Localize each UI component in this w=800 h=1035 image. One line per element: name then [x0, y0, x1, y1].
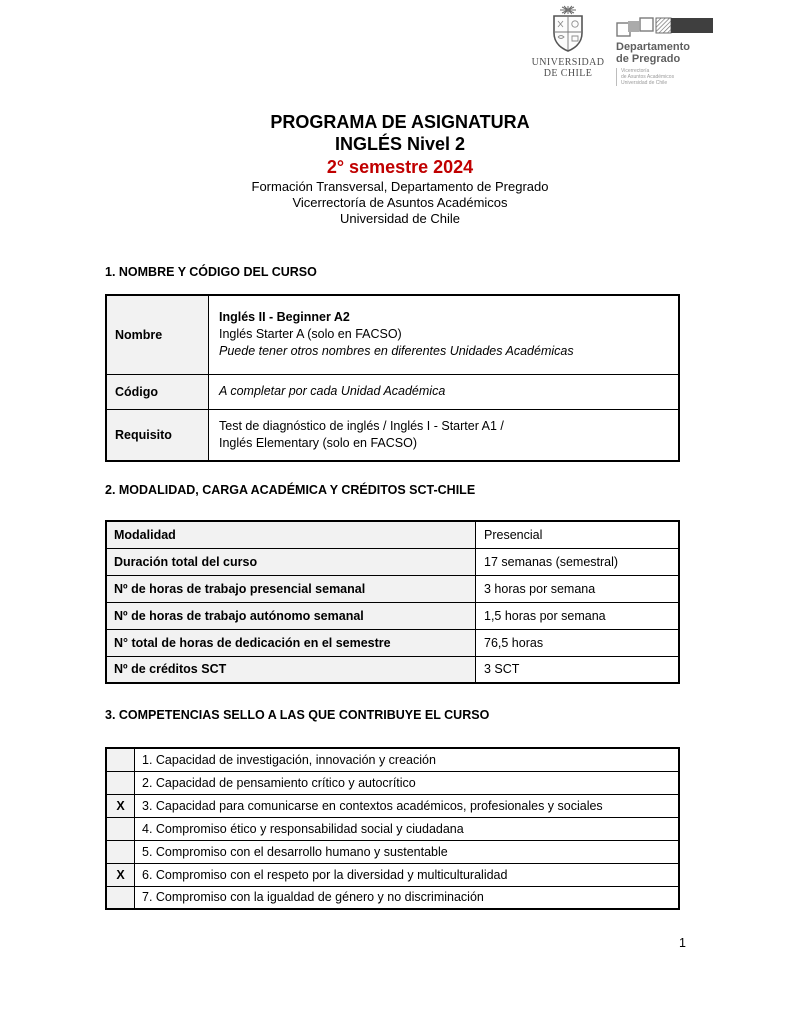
row-value: 1,5 horas por semana — [476, 602, 680, 629]
competencia-text: 4. Compromiso ético y responsabilidad social y ciudadana — [135, 817, 680, 840]
section-2-heading: 2. MODALIDAD, CARGA ACADÉMICA Y CRÉDITOS SCT-CHILE — [105, 483, 476, 497]
row-value: 3 horas por semana — [476, 575, 680, 602]
row-value: 3 SCT — [476, 656, 680, 683]
modalidad-table — [105, 520, 680, 684]
row-label: Modalidad — [106, 521, 476, 548]
competencia-checkmark — [106, 771, 135, 794]
departamento-pregrado-logo — [616, 16, 720, 86]
row-label: Nº de horas de trabajo autónomo semanal — [106, 602, 476, 629]
dp-logo-title-line2: de Pregrado — [616, 53, 681, 65]
dp-squares-icon — [616, 16, 716, 38]
row-label: N° total de horas de dedicación en el semestre — [106, 629, 476, 656]
competencia-checkmark — [106, 817, 135, 840]
document-title-block — [0, 111, 800, 227]
section-3-heading: 3. COMPETENCIAS SELLO A LAS QUE CONTRIBUYE EL CURSO — [105, 708, 490, 722]
section-1-heading: 1. NOMBRE Y CÓDIGO DEL CURSO — [105, 265, 317, 279]
document-title-line1: PROGRAMA DE ASIGNATURA — [270, 112, 530, 132]
table-row — [106, 863, 679, 886]
row-label-codigo: Código — [106, 374, 209, 409]
table-row — [106, 602, 679, 629]
table-row — [106, 629, 679, 656]
course-name-note: Puede tener otros nombres en diferentes Unidades Académicas — [219, 344, 574, 359]
dp-logo-title — [616, 41, 720, 65]
title-semester: 2° semestre 2024 — [326, 157, 474, 177]
competencia-checkmark: X — [106, 794, 135, 817]
table-row — [106, 886, 679, 909]
page-number: 1 — [679, 936, 686, 950]
table-row — [106, 521, 679, 548]
row-label: Nº de créditos SCT — [106, 656, 476, 683]
dp-logo-sub-line1: Vicerrectoría — [621, 68, 650, 74]
table-row-requisito — [106, 409, 679, 461]
table-row — [106, 575, 679, 602]
title-subtitle-2: Vicerrectoría de Asuntos Académicos — [292, 195, 508, 210]
row-value-requisito — [209, 409, 680, 461]
table-row-codigo — [106, 374, 679, 409]
requisito-line1: Test de diagnóstico de inglés / Inglés I - Starter A1 / — [219, 418, 504, 433]
table-row — [106, 771, 679, 794]
competencia-text: 7. Compromiso con la igualdad de género y no discriminación — [135, 886, 680, 909]
row-value: 17 semanas (semestral) — [476, 548, 680, 575]
competencia-text: 6. Compromiso con el respeto por la diversidad y multiculturalidad — [135, 863, 680, 886]
competencia-text: 3. Capacidad para comunicarse en contextos académicos, profesionales y sociales — [135, 794, 680, 817]
uch-logo-text — [526, 57, 610, 79]
course-name-primary: Inglés II - Beginner A2 — [219, 310, 350, 325]
dp-logo-sub-line2: de Asuntos Académicos — [621, 74, 675, 80]
universidad-de-chile-logo — [526, 5, 610, 79]
title-subtitle-1: Formación Transversal, Departamento de Pregrado — [251, 179, 549, 194]
table-row — [106, 840, 679, 863]
dp-logo-title-line1: Departamento — [616, 41, 690, 53]
row-value-nombre — [209, 295, 680, 374]
table-row — [106, 817, 679, 840]
row-label-requisito: Requisito — [106, 409, 209, 461]
title-subtitle-3: Universidad de Chile — [340, 211, 460, 226]
uch-logo-line1: UNIVERSIDAD — [531, 57, 605, 68]
competencia-text: 1. Capacidad de investigación, innovación y creación — [135, 748, 680, 771]
uch-crest-icon — [547, 5, 589, 57]
row-label: Nº de horas de trabajo presencial semanal — [106, 575, 476, 602]
competencia-checkmark — [106, 840, 135, 863]
row-label: Duración total del curso — [106, 548, 476, 575]
table-row — [106, 748, 679, 771]
table-row-nombre — [106, 295, 679, 374]
table-row — [106, 548, 679, 575]
row-label-nombre: Nombre — [106, 295, 209, 374]
course-name-secondary: Inglés Starter A (solo en FACSO) — [219, 327, 402, 342]
dp-logo-subtext — [616, 68, 720, 86]
row-value: Presencial — [476, 521, 680, 548]
table-row — [106, 656, 679, 683]
document-title-line2: INGLÉS Nivel 2 — [334, 134, 466, 154]
row-value: 76,5 horas — [476, 629, 680, 656]
row-value-codigo: A completar por cada Unidad Académica — [209, 374, 680, 409]
competencias-table — [105, 747, 680, 910]
competencia-checkmark — [106, 886, 135, 909]
competencia-checkmark — [106, 748, 135, 771]
competencia-text: 5. Compromiso con el desarrollo humano y sustentable — [135, 840, 680, 863]
dp-logo-sub-line3: Universidad de Chile — [621, 80, 668, 86]
uch-logo-line2: DE CHILE — [543, 68, 593, 79]
requisito-line2: Inglés Elementary (solo en FACSO) — [219, 435, 417, 450]
competencia-checkmark: X — [106, 863, 135, 886]
course-name-table — [105, 294, 680, 462]
table-row — [106, 794, 679, 817]
competencia-text: 2. Capacidad de pensamiento crítico y autocrítico — [135, 771, 680, 794]
